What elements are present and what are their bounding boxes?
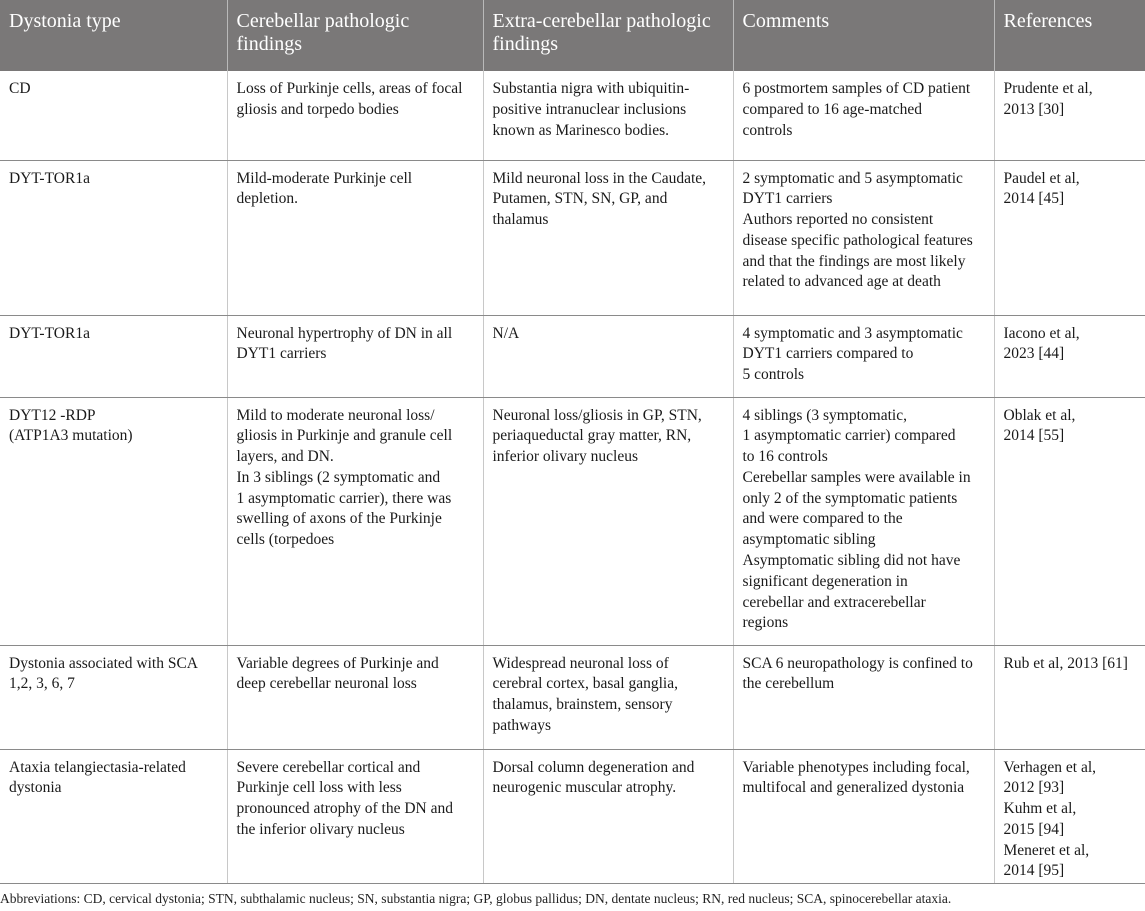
cell-text-line: cerebellar and extracerebellar — [742, 593, 926, 611]
cell-comments — [733, 645, 994, 749]
cell-text-line: (ATP1A3 mutation) — [9, 427, 133, 445]
cell-text-line: Severe cerebellar cortical and — [236, 758, 421, 776]
cell-text-line: Variable phenotypes including focal, — [742, 758, 970, 776]
cell-text-line: Neuronal hypertrophy of DN in all — [236, 324, 453, 342]
cell-references — [994, 315, 1145, 397]
cell-text-line: Rub et al, 2013 [61] — [1003, 654, 1128, 672]
cell-text-line: depletion. — [236, 190, 299, 208]
cell-text-line: SCA 6 neuropathology is confined to — [742, 654, 973, 672]
cell-references — [994, 160, 1145, 315]
cell-comments — [733, 749, 994, 883]
cell-text-line: Verhagen et al, — [1003, 758, 1097, 776]
cell-text-line: Oblak et al, — [1003, 406, 1076, 424]
cell-text-line: controls — [742, 121, 793, 139]
cell-text-line: only 2 of the symptomatic patients — [742, 489, 958, 507]
cell-extra-cerebellar-findings — [483, 160, 733, 315]
header-comments: Comments — [733, 0, 994, 71]
table-row — [0, 749, 1145, 883]
cell-text-line: Widespread neuronal loss of — [492, 654, 669, 672]
cell-text-line: swelling of axons of the Purkinje — [236, 510, 442, 528]
cell-text-line: Cerebellar samples were available in — [742, 468, 971, 486]
cell-cerebellar-findings — [227, 645, 483, 749]
cell-text-line: 2012 [93] — [1003, 779, 1065, 797]
cell-text-line: N/A — [492, 324, 520, 342]
cell-text-line: Meneret et al, — [1003, 841, 1090, 859]
cell-text-line: gliosis and torpedo bodies — [236, 100, 399, 118]
cell-cerebellar-findings — [227, 749, 483, 883]
cell-text-line: DYT-TOR1a — [9, 324, 90, 342]
cell-comments — [733, 160, 994, 315]
cell-text-line: significant degeneration in — [742, 572, 908, 590]
cell-text-line: to 16 controls — [742, 448, 828, 466]
cell-text-line: Mild neuronal loss in the Caudate, — [492, 169, 707, 187]
cell-text-line: 1 asymptomatic carrier) compared — [742, 427, 956, 445]
cell-text-line: DYT1 carriers — [742, 190, 833, 208]
cell-comments — [733, 71, 994, 160]
cell-text-line: multifocal and generalized dystonia — [742, 779, 965, 797]
table-row — [0, 71, 1145, 160]
table-row — [0, 397, 1145, 645]
header-references: References — [994, 0, 1145, 71]
table-row — [0, 160, 1145, 315]
cell-text-line: Neuronal loss/gliosis in GP, STN, — [492, 406, 702, 424]
cell-extra-cerebellar-findings — [483, 397, 733, 645]
cell-text-line: Asymptomatic sibling did not have — [742, 552, 961, 570]
table-row — [0, 645, 1145, 749]
cell-text-line: Ataxia telangiectasia-related — [9, 758, 186, 776]
cell-text-line: DYT12 -RDP — [9, 406, 96, 424]
header-dystonia-type: Dystonia type — [9, 10, 121, 32]
cell-text-line: Authors reported no consistent — [742, 211, 934, 229]
cell-text-line: DYT1 carriers — [236, 345, 327, 363]
cell-text-line: Dorsal column degeneration and — [492, 758, 695, 776]
cell-text-line: positive intranuclear inclusions — [492, 100, 687, 118]
cell-dystonia-type — [0, 397, 227, 645]
cell-text-line: inferior olivary nucleus — [492, 448, 638, 466]
cell-extra-cerebellar-findings — [483, 71, 733, 160]
cell-text-line: pronounced atrophy of the DN and — [236, 800, 454, 818]
cell-text-line: cells (torpedoes — [236, 531, 335, 549]
cell-references — [994, 71, 1145, 160]
cell-text-line: compared to 16 age-matched — [742, 100, 922, 118]
cell-dystonia-type — [0, 315, 227, 397]
cell-cerebellar-findings — [227, 71, 483, 160]
cell-text-line: Prudente et al, — [1003, 80, 1093, 97]
cell-text-line: 2014 [95] — [1003, 862, 1065, 880]
table-row — [0, 315, 1145, 397]
cell-text-line: DYT1 carriers compared to — [742, 345, 914, 363]
cell-text-line: regions — [742, 614, 789, 632]
cell-extra-cerebellar-findings — [483, 749, 733, 883]
cell-references — [994, 645, 1145, 749]
cell-text-line: Substantia nigra with ubiquitin- — [492, 80, 690, 97]
cell-text-line: 6 postmortem samples of CD patient — [742, 80, 971, 97]
cell-text-line: known as Marinesco bodies. — [492, 121, 669, 139]
cell-cerebellar-findings — [227, 315, 483, 397]
cell-text-line: In 3 siblings (2 symptomatic and — [236, 468, 441, 486]
cell-text-line: DYT-TOR1a — [9, 169, 90, 187]
cell-cerebellar-findings — [227, 397, 483, 645]
cell-text-line: related to advanced age at death — [742, 273, 941, 291]
cell-text-line: 2013 [30] — [1003, 100, 1065, 118]
cell-text-line: dystonia — [9, 779, 62, 797]
cell-text-line: 2023 [44] — [1003, 345, 1065, 363]
cell-text-line: pathways — [492, 716, 552, 734]
cell-text-line: Iacono et al, — [1003, 324, 1080, 342]
cell-text-line: Dystonia associated with SCA — [9, 654, 198, 672]
cell-text-line: CD — [9, 80, 31, 97]
cell-text-line: deep cerebellar neuronal loss — [236, 675, 417, 693]
cell-text-line: cerebral cortex, basal ganglia, — [492, 675, 678, 693]
cell-cerebellar-findings — [227, 160, 483, 315]
cell-references — [994, 749, 1145, 883]
cell-text-line: 2014 [45] — [1003, 190, 1065, 208]
header-cerebellar-findings: Cerebellar pathologic findings — [227, 0, 483, 71]
cell-text-line: 2 symptomatic and 5 asymptomatic — [742, 169, 963, 187]
cell-text-line: 4 symptomatic and 3 asymptomatic — [742, 324, 963, 342]
cell-extra-cerebellar-findings — [483, 315, 733, 397]
table-header-row — [0, 0, 1145, 71]
cell-text-line: 1,2, 3, 6, 7 — [9, 675, 75, 693]
cell-text-line: 2015 [94] — [1003, 820, 1065, 838]
cell-text-line: the inferior olivary nucleus — [236, 820, 405, 838]
cell-text-line: Kuhm et al, — [1003, 800, 1077, 818]
cell-text-line: thalamus — [492, 211, 549, 229]
cell-text-line: neurogenic muscular atrophy. — [492, 779, 677, 797]
cell-text-line: thalamus, brainstem, sensory — [492, 696, 673, 714]
cell-text-line: Loss of Purkinje cells, areas of focal — [236, 80, 463, 97]
cell-comments — [733, 315, 994, 397]
cell-text-line: Variable degrees of Purkinje and — [236, 654, 439, 672]
cell-text-line: gliosis in Purkinje and granule cell — [236, 427, 453, 445]
cell-text-line: Mild-moderate Purkinje cell — [236, 169, 413, 187]
cell-text-line: 5 controls — [742, 366, 805, 384]
cell-comments — [733, 397, 994, 645]
cell-text-line: Mild to moderate neuronal loss/ — [236, 406, 435, 424]
cell-text-line: layers, and DN. — [236, 448, 334, 466]
cell-text-line: periaqueductal gray matter, RN, — [492, 427, 692, 445]
cell-text-line: and that the findings are most likely — [742, 252, 966, 270]
cell-dystonia-type — [0, 71, 227, 160]
cell-extra-cerebellar-findings — [483, 645, 733, 749]
cell-text-line: the cerebellum — [742, 675, 835, 693]
cell-text-line: Paudel et al, — [1003, 169, 1080, 187]
cell-references — [994, 397, 1145, 645]
cell-text-line: 2014 [55] — [1003, 427, 1065, 445]
header-extra-cerebellar-findings: Extra-cerebellar pathologic findings — [483, 0, 733, 71]
cell-text-line: 1 asymptomatic carrier), there was — [236, 489, 452, 507]
cell-text-line: disease specific pathological features — [742, 231, 973, 249]
cell-text-line: Purkinje cell loss with less — [236, 779, 402, 797]
cell-text-line: Putamen, STN, SN, GP, and — [492, 190, 668, 208]
cell-text-line: 4 siblings (3 symptomatic, — [742, 406, 907, 424]
cell-text-line: and were compared to the — [742, 510, 903, 528]
abbreviations-footnote: Abbreviations: CD, cervical dystonia; STN, subthalamic nucleus; SN, substantia nigra; GP, globus pallidus; DN, dentate nucleus; RN, red nucleus; SCA, spinocerebellar ataxia. — [0, 891, 952, 906]
cell-dystonia-type — [0, 749, 227, 883]
cell-text-line: asymptomatic sibling — [742, 531, 876, 549]
cell-dystonia-type — [0, 160, 227, 315]
cell-dystonia-type — [0, 645, 227, 749]
